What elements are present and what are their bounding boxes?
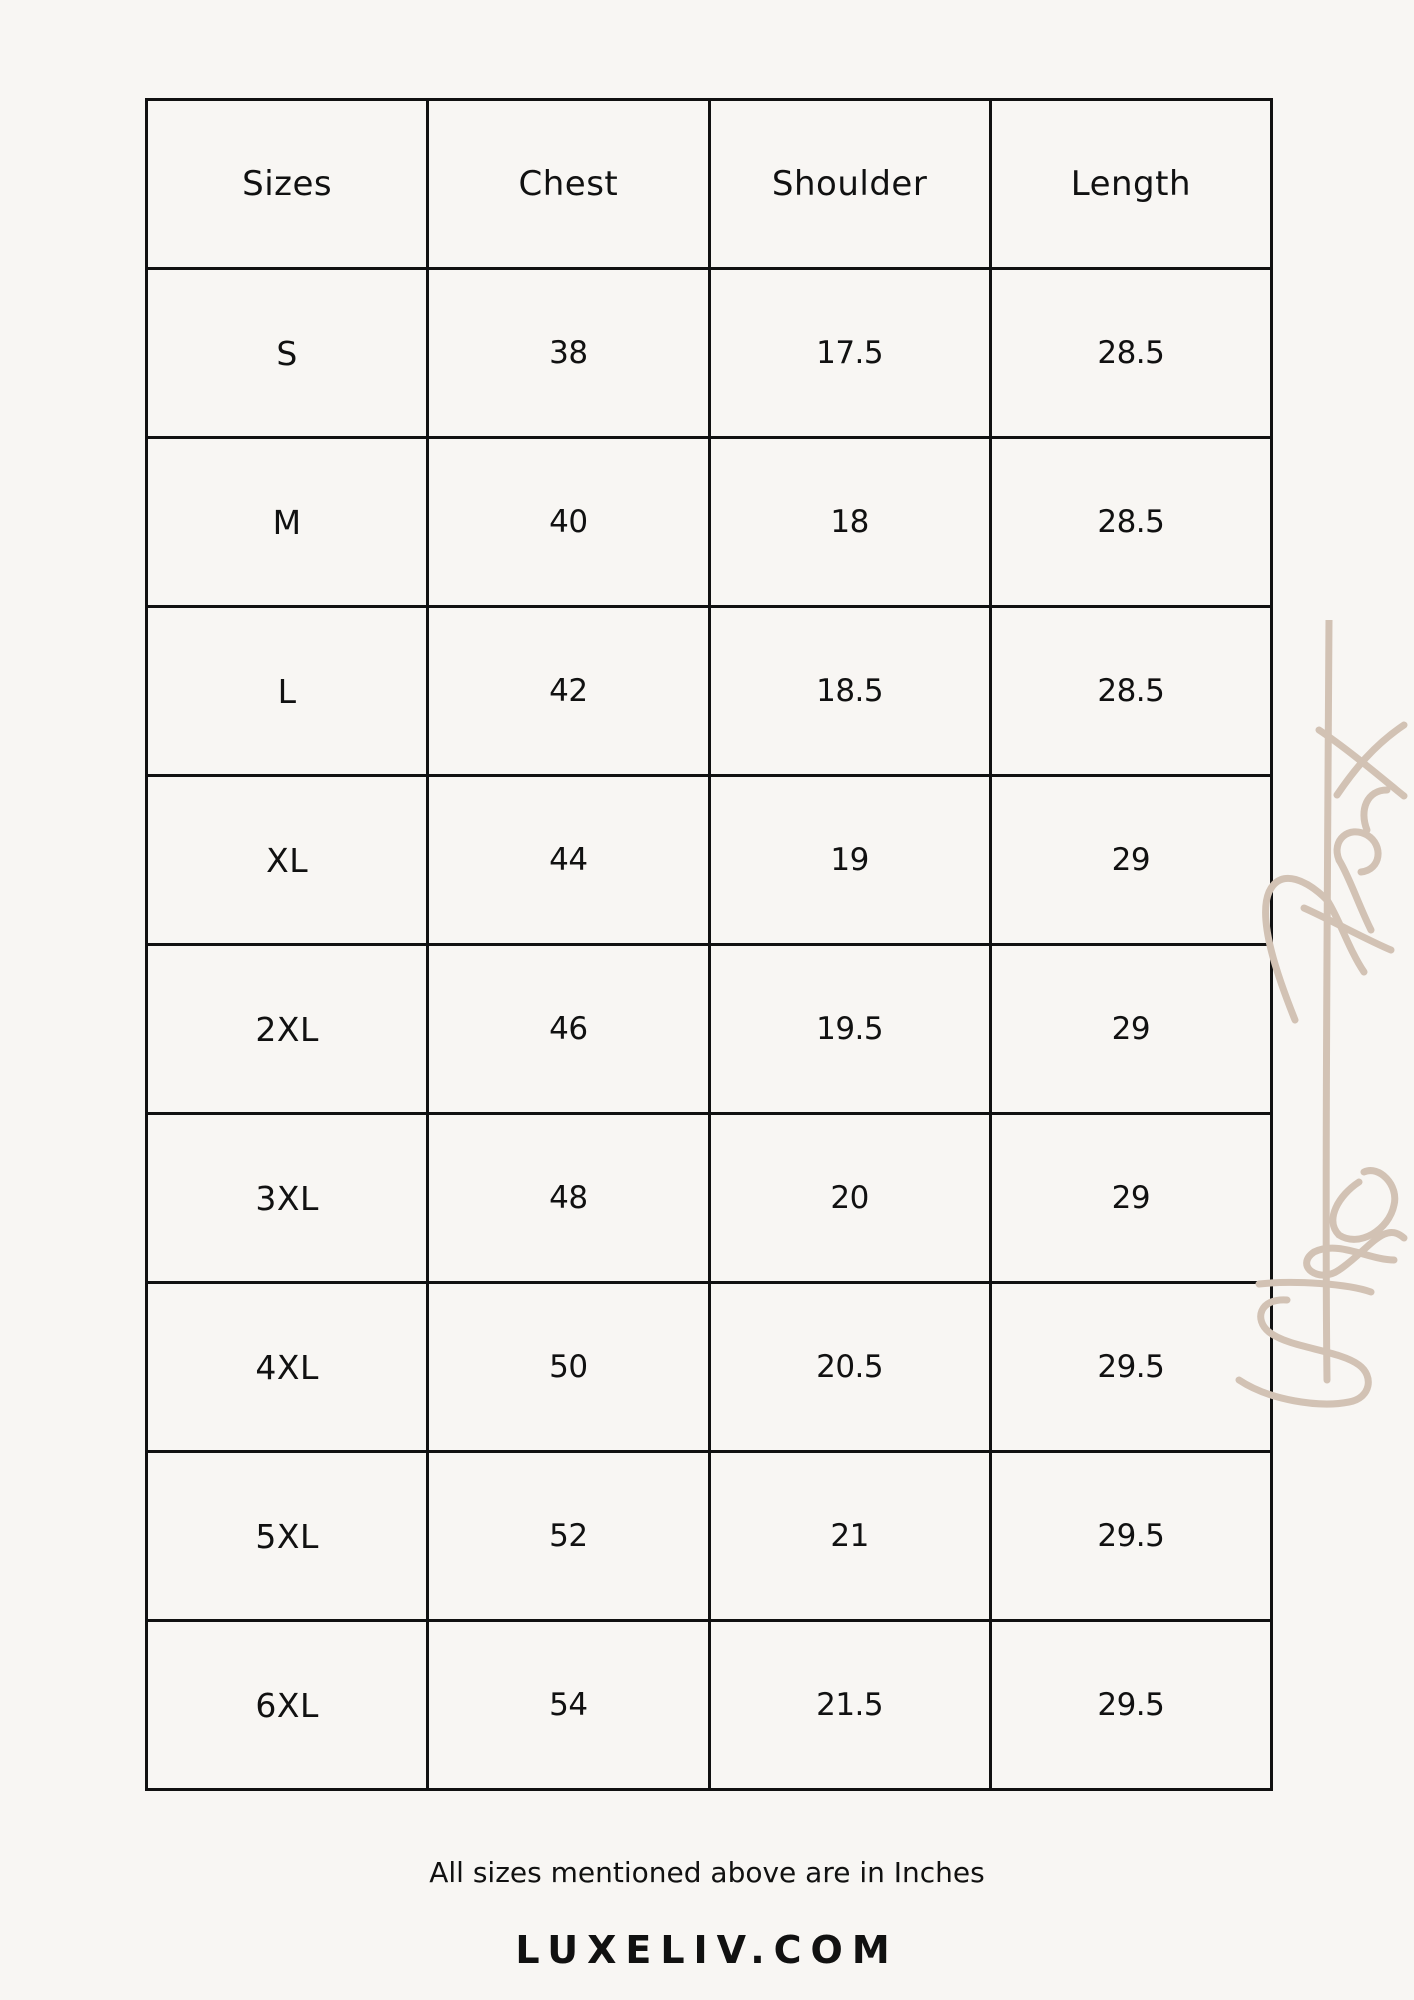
length-cell: 29: [990, 1114, 1271, 1283]
units-note: All sizes mentioned above are in Inches: [429, 1856, 985, 1889]
size-cell: 2XL: [147, 945, 428, 1114]
chest-cell: 50: [428, 1283, 709, 1452]
length-cell: 28.5: [990, 607, 1271, 776]
length-cell: 29.5: [990, 1621, 1271, 1790]
size-table: [145, 98, 1273, 1791]
shoulder-cell: 17.5: [709, 269, 990, 438]
size-cell: M: [147, 438, 428, 607]
brand-wordmark: LUXELIV.COM: [515, 1928, 899, 1972]
table-row: [147, 438, 1272, 607]
table-row: [147, 269, 1272, 438]
chest-cell: 48: [428, 1114, 709, 1283]
length-cell: 29: [990, 776, 1271, 945]
header-cell: Length: [990, 100, 1271, 269]
table-row: [147, 1452, 1272, 1621]
size-cell: 3XL: [147, 1114, 428, 1283]
shoulder-cell: 18.5: [709, 607, 990, 776]
header-cell: Chest: [428, 100, 709, 269]
shoulder-cell: 19: [709, 776, 990, 945]
chest-cell: 42: [428, 607, 709, 776]
table-row: [147, 945, 1272, 1114]
shoulder-cell: 20: [709, 1114, 990, 1283]
table-row: [147, 776, 1272, 945]
table-row: [147, 1621, 1272, 1790]
shoulder-cell: 18: [709, 438, 990, 607]
size-cell: 6XL: [147, 1621, 428, 1790]
length-cell: 28.5: [990, 269, 1271, 438]
table-row: [147, 1283, 1272, 1452]
table-row: [147, 1114, 1272, 1283]
length-cell: 29.5: [990, 1452, 1271, 1621]
length-cell: 28.5: [990, 438, 1271, 607]
length-cell: 29: [990, 945, 1271, 1114]
chest-cell: 44: [428, 776, 709, 945]
length-cell: 29.5: [990, 1283, 1271, 1452]
size-cell: S: [147, 269, 428, 438]
chest-cell: 52: [428, 1452, 709, 1621]
chest-cell: 54: [428, 1621, 709, 1790]
shoulder-cell: 19.5: [709, 945, 990, 1114]
shoulder-cell: 21.5: [709, 1621, 990, 1790]
header-row: [147, 100, 1272, 269]
shoulder-cell: 20.5: [709, 1283, 990, 1452]
size-cell: L: [147, 607, 428, 776]
shoulder-cell: 21: [709, 1452, 990, 1621]
header-cell: Sizes: [147, 100, 428, 269]
chest-cell: 40: [428, 438, 709, 607]
table-row: [147, 607, 1272, 776]
size-cell: XL: [147, 776, 428, 945]
size-cell: 5XL: [147, 1452, 428, 1621]
chest-cell: 38: [428, 269, 709, 438]
size-cell: 4XL: [147, 1283, 428, 1452]
header-cell: Shoulder: [709, 100, 990, 269]
chest-cell: 46: [428, 945, 709, 1114]
